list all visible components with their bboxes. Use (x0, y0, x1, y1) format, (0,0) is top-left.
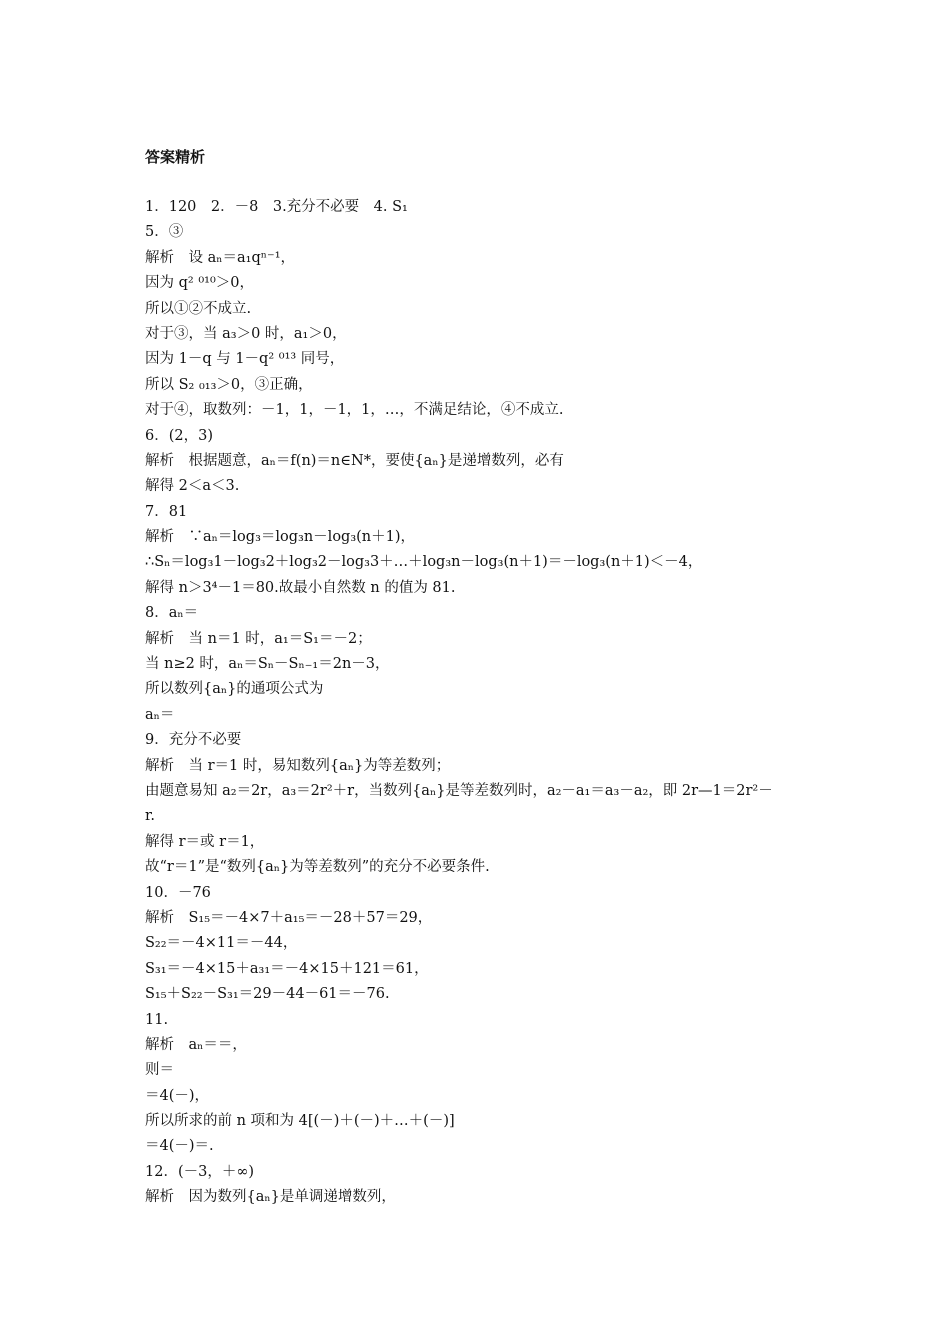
text-line: 解析 设 aₙ＝a₁qⁿ⁻¹， (145, 249, 296, 266)
section-title: 答案精析 (145, 148, 206, 166)
text-line: r. (145, 808, 155, 825)
text-line: 对于④，取数列：－1，1，－1，1，…，不满足结论，④不成立. (145, 402, 564, 419)
text-line: S₂₂＝－4×11＝－44， (145, 935, 298, 952)
text-line: 7．81 (145, 503, 188, 520)
text-line: 10．－76 (145, 884, 211, 901)
text-line: ∴Sₙ＝log₃1－log₃2＋log₃2－log₃3＋…＋log₃n－log₃(n＋1)＝－log₃(n＋1)＜－4， (145, 554, 703, 571)
text-line: 解析 ∵aₙ＝log₃＝log₃n－log₃(n＋1)， (145, 529, 416, 546)
text-line: 因为 1－q 与 1－q² ⁰¹³ 同号， (145, 351, 345, 368)
text-line: 解得 n＞3⁴－1＝80.故最小自然数 n 的值为 81. (145, 579, 456, 596)
text-line: S₁₅＋S₂₂－S₃₁＝29－44－61＝－76. (145, 986, 390, 1003)
text-line: 故“r＝1”是“数列{aₙ}为等差数列”的充分不必要条件. (145, 859, 490, 876)
text-line: 则＝ (145, 1062, 174, 1079)
text-line: 8．aₙ＝ (145, 605, 199, 622)
text-line: 解析 当 n＝1 时，a₁＝S₁＝－2； (145, 630, 372, 647)
text-line: 所以 S₂ ₀₁₃＞0，③正确， (145, 376, 313, 393)
text-line: ＝4(－)， (145, 1087, 210, 1104)
answer-text-block (145, 195, 810, 1211)
text-line: 解析 S₁₅＝－4×7＋a₁₅＝－28＋57＝29， (145, 909, 433, 926)
text-line: 解析 aₙ＝＝， (145, 1036, 247, 1053)
text-line: 当 n≥2 时，aₙ＝Sₙ－Sₙ₋₁＝2n－3， (145, 656, 390, 673)
text-line: 所以①②不成立. (145, 300, 252, 317)
text-line: 解析 因为数列{aₙ}是单调递增数列， (145, 1189, 396, 1206)
text-line: 11. (145, 1011, 169, 1028)
text-line: 5．③ (145, 224, 184, 241)
text-line: 所以数列{aₙ}的通项公式为 (145, 681, 324, 698)
text-line: 解析 当 r＝1 时，易知数列{aₙ}为等差数列； (145, 757, 451, 774)
text-line: 解得 r＝或 r＝1， (145, 833, 265, 850)
text-line: 6．(2，3) (145, 427, 213, 444)
text-line: 所以所求的前 n 项和为 4[(－)＋(－)＋…＋(－)] (145, 1113, 455, 1130)
text-line: 解析 根据题意，aₙ＝f(n)＝n∈N*，要使{aₙ}是递增数列，必有 (145, 452, 564, 469)
text-line: aₙ＝ (145, 706, 175, 723)
text-line: 因为 q² ⁰¹⁰＞0， (145, 275, 254, 292)
text-line: 12．(－3，＋∞) (145, 1163, 255, 1180)
text-line: 9．充分不必要 (145, 732, 242, 749)
text-line: 解得 2＜a＜3. (145, 478, 240, 495)
text-line: S₃₁＝－4×15＋a₃₁＝－4×15＋121＝61， (145, 960, 429, 977)
text-line: 1．120 2．－8 3.充分不必要 4. S₁ (145, 199, 408, 215)
text-line: 由题意易知 a₂＝2r，a₃＝2r²＋r，当数列{aₙ}是等差数列时，a₂－a₁＝a₃－a₂，即 2r—1＝2r²－ (145, 782, 773, 799)
text-line: ＝4(－)＝. (145, 1138, 214, 1155)
text-line: 对于③，当 a₃＞0 时，a₁＞0， (145, 325, 347, 342)
